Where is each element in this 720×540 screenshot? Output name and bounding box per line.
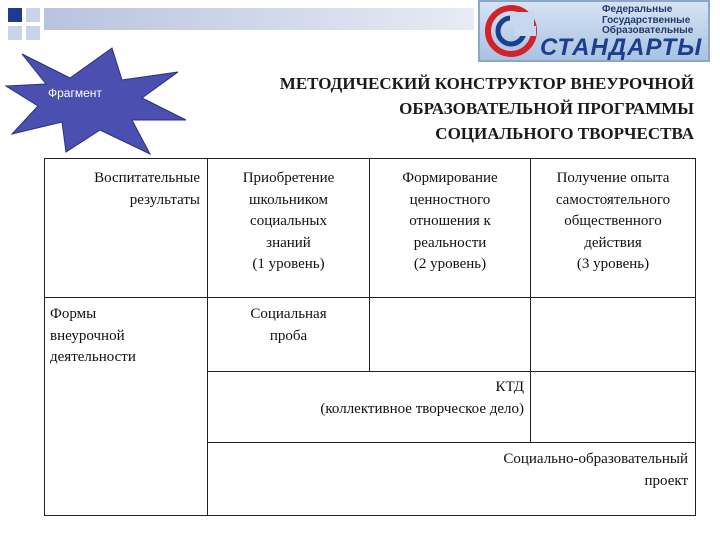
cell-empty <box>530 371 696 443</box>
text-line: деятельности <box>50 349 136 365</box>
form-project <box>210 449 688 492</box>
text-line: школьником <box>249 191 328 208</box>
title-line: СОЦИАЛЬНОГО ТВОРЧЕСТВА <box>435 124 694 143</box>
column-level2 <box>370 168 530 276</box>
text-line: (коллективное творческое дело) <box>320 400 524 417</box>
text-line: знаний <box>266 234 311 251</box>
text-line: Воспитательные <box>94 170 200 186</box>
logo-word: СТАНДАРТЫ <box>540 34 703 61</box>
text-line: самостоятельного <box>555 191 671 208</box>
text-line: Формы <box>50 306 97 322</box>
text-line: Социальная <box>250 306 327 322</box>
column-level1 <box>208 168 369 276</box>
column-level3 <box>531 168 695 276</box>
cell-empty <box>530 297 696 372</box>
text-line: (3 уровень) <box>576 256 650 272</box>
title-line: МЕТОДИЧЕСКИЙ КОНСТРУКТОР ВНЕУРОЧНОЙ <box>279 74 694 93</box>
text-line: Формирование <box>402 170 498 186</box>
text-line: Приобретение <box>242 170 335 186</box>
logo-line: Государственные <box>602 14 691 26</box>
text-line: результаты <box>129 191 200 208</box>
text-line: (2 уровень) <box>413 256 487 272</box>
logo-line: Образовательные <box>602 25 694 36</box>
text-line: Социально-образовательный <box>503 451 688 467</box>
text-line: реальности <box>413 234 487 251</box>
text-line: проба <box>269 327 308 344</box>
row-header-forms <box>50 304 200 369</box>
fragment-label: Фрагмент <box>48 86 102 100</box>
text-line: общественного <box>564 213 662 229</box>
text-line: социальных <box>250 213 327 229</box>
text-line: проект <box>644 472 688 489</box>
text-line: (1 уровень) <box>252 256 325 272</box>
text-line: КТД <box>495 379 524 395</box>
form-ktd <box>210 377 524 420</box>
text-line: Получение опыта <box>556 170 670 186</box>
title-line: ОБРАЗОВАТЕЛЬНОЙ ПРОГРАММЫ <box>399 99 694 118</box>
form-social-probe <box>208 304 369 347</box>
logo-line: Федеральные <box>602 4 673 15</box>
text-line: ценностного <box>409 191 491 208</box>
cell-empty <box>369 297 531 372</box>
text-line: отношения к <box>409 213 491 229</box>
text-line: действия <box>584 234 642 251</box>
row-header-results <box>50 168 200 211</box>
text-line: внеурочной <box>50 327 125 344</box>
